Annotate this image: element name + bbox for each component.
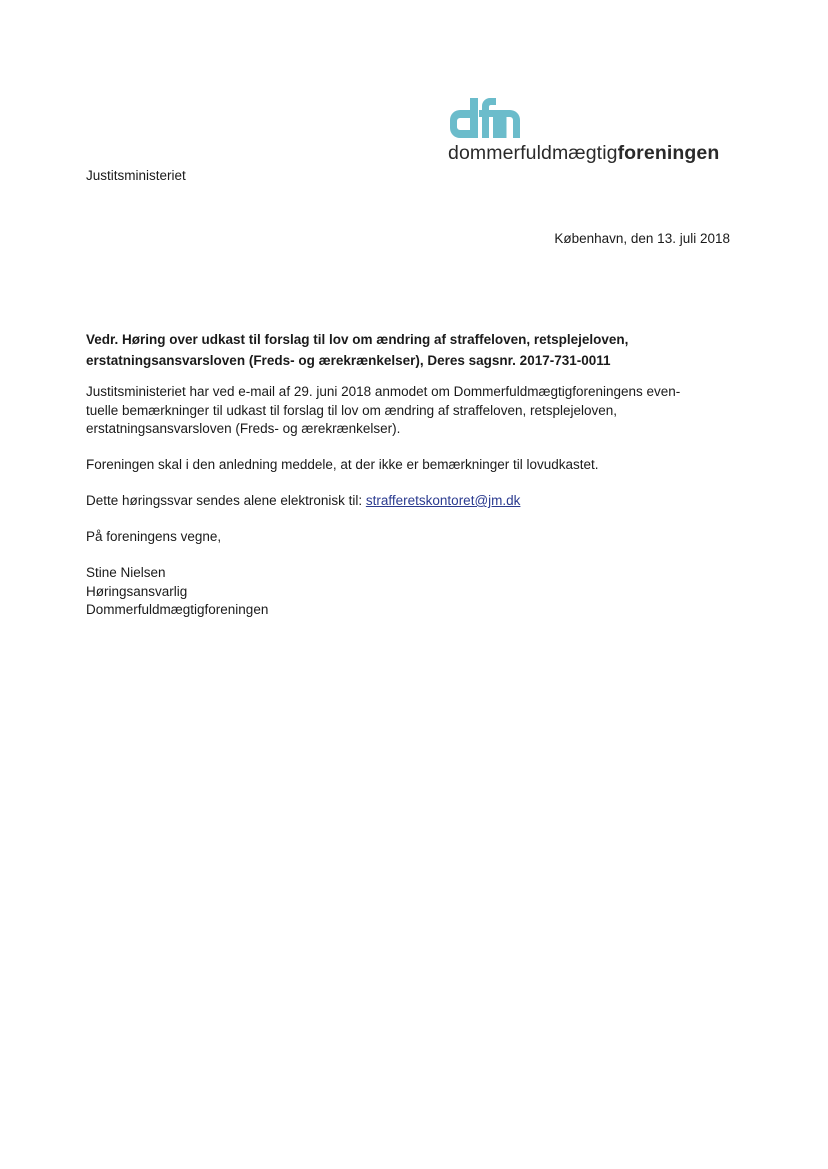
paragraph-response: Foreningen skal i den anledning meddele, at der ikke er bemærkninger til lovudkastet. <box>86 457 599 472</box>
paragraph-line-3: erstatningsansvarsloven (Freds- og ærekrænkelser). <box>86 421 401 436</box>
paragraph-line-2: tuelle bemærkninger til udkast til forslag til lov om ændring af straffeloven, retsplejeloven, <box>86 402 618 418</box>
signature-title: Høringsansvarlig <box>86 583 188 599</box>
organization-logo <box>448 96 728 165</box>
subject-line-1: Vedr. Høring over udkast til forslag til lov om ændring af straffeloven, retsplejeloven, <box>86 332 629 347</box>
recipient: Justitsministeriet <box>86 168 186 183</box>
signature-organization: Dommerfuldmægtigforeningen <box>86 602 269 617</box>
paragraph-request <box>86 383 726 439</box>
subject-heading <box>86 329 726 371</box>
signature-name: Stine Nielsen <box>86 565 166 580</box>
signature-block <box>86 564 726 620</box>
submission-text: Dette høringssvar sendes alene elektronisk til: <box>86 493 366 508</box>
email-link[interactable]: strafferetskontoret@jm.dk <box>365 493 521 508</box>
closing-line: På foreningens vegne, <box>86 529 222 544</box>
logo-wordmark <box>448 142 728 165</box>
subject-line-2: erstatningsansvarsloven (Freds- og ærekrænkelser), Deres sagsnr. 2017-731-0011 <box>86 353 611 368</box>
dfm-logo-icon <box>448 96 522 140</box>
paragraph-line-1: Justitsministeriet har ved e-mail af 29. juni 2018 anmodet om Dommerfuldmægtigforeningens even- <box>86 384 681 399</box>
logo-wordmark-regular: dommerfuldmægtig <box>448 142 618 164</box>
logo-wordmark-bold: foreningen <box>617 142 720 164</box>
paragraph-submission <box>86 492 726 511</box>
letter-date: København, den 13. juli 2018 <box>554 231 730 246</box>
